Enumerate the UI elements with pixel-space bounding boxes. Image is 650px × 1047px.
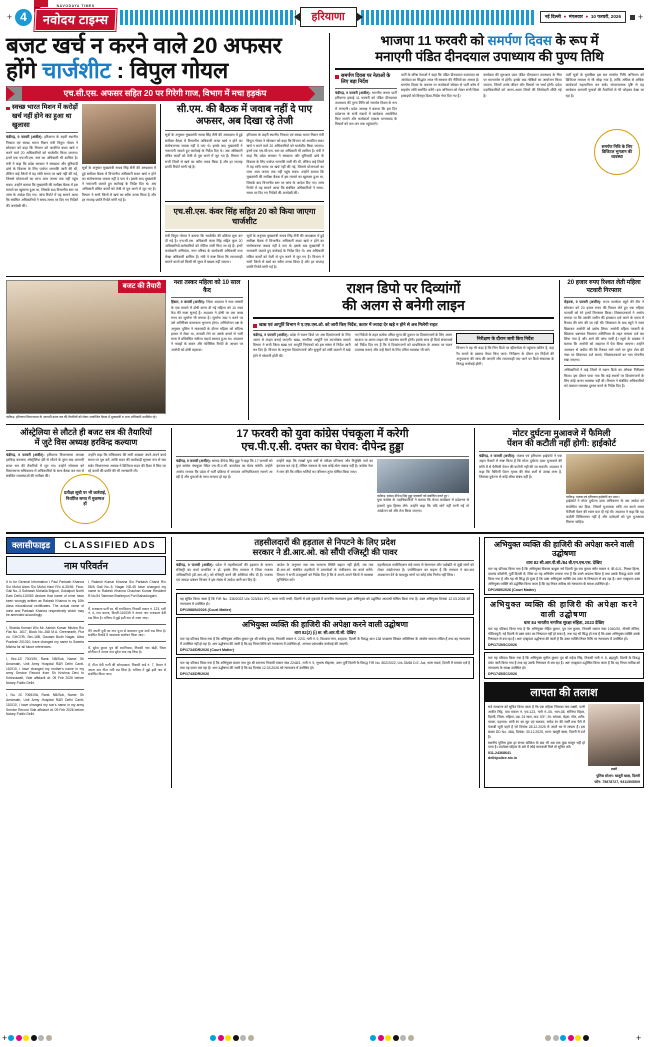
court-notice-0-title: अभियुक्त व्यक्ति की हाजिरी की अपेक्षा करने वाली उद्घोषणा: [494, 539, 634, 559]
congress-dateline: चंडीगढ़, 9 फरवरी (अजीत):: [176, 459, 211, 463]
hc-dateline: चंडीगढ़, 9 फरवरी (अजीत):: [479, 454, 516, 459]
fir-notice-1-ref: DP/1743/DR/2026: [180, 672, 210, 677]
newspaper-page: [0, 4, 650, 1047]
missing-person-body: सर्व साधारण को सूचित किया जाता है कि एक महिला जिसका नाम लक्ष्मी, पत्नी अजीत सिंह, पता मकान नं. एच-123, गली नं.-05, भाग-08, सोनिया विहार, दिल्ली, जिला: महिला, उम्र: 24 साल, कद: 5'5", रंग: सांवला, चेहरा: गोल, शरीर: पतला, पहनावा: मांगी रंग का सूट एवं सलवार, सफेद रंग की जर्सी तथा पैरों में पंजाबी जूती पहने है जो दिनांक 28.12.2025 से अपने घर से लापता है। इस बाबत DD No. 48A, दिनांक: 30.12.2025, थाना: खजूरी खास, दिल्ली में दर्ज है।: [488, 704, 585, 739]
lead-sub-body-a: सूत्रों के अनुसार मुख्यमंत्री नायब सिंह सैनी की अध्यक्षता में हुई समीक्षा बैठक में विभागीय अधिकारी बजट खर्च न होने का संतोषजनक जवाब नहीं दे पाए थे। इसके बाद मुख्यमंत्री ने नाराजगी जताते हुए कार्रवाई के निर्देश दिए थे। अब अधिकारी लंबित कार्यों को तेजी से पूरा करने में जुट गए हैं। विभाग ने सभी जिलों से खर्च का ब्यौरा तलब किया है और हर सप्ताह प्रगति रिपोर्ट मांगी गई है।: [165, 133, 243, 169]
ration-body-col1: चंडीगढ़, 9 फरवरी (अजीत): प्रदेश में राशन डिपो पर अब दिव्यांगजनों के लिए अलग से लाइन बनाई जाएगी। खाद्य, नागरिक आपूर्ति एवं उपभोक्ता मामले विभाग ने सभी जिला खाद्य एवं आपूर्ति नियंत्रकों को इस संबंध में निर्देश जारी कर दिए हैं। विभाग के अनुसार दिव्यांगजनों और बुजुर्गों को लंबी कतारों में खड़े होने में परेशानी होती थी।: [253, 332, 351, 358]
bjp-body-col2: पार्टी के वरिष्ठ नेताओं ने कहा कि पंडित दीनदयाल उपाध्याय का अंत्योदय का सिद्धांत आज भी सरकार की नीतियों का आधार है। समर्पण दिवस के अवसर पर कार्यकर्ता स्वेच्छा से पार्टी कोष में सहयोग राशि समर्पित करेंगे। इस अभियान को लेकर सभी जिला इकाइयों को विस्तृत दिशा-निर्देश भेज दिए गए हैं।: [401, 72, 480, 98]
fir-notice-1-body: यतः यह परिवाद किया गया है कि अभियुक्त कमल नाथ पुत्र श्री रामनाथ निवासी मकान नंबर 2248/1, गली नं. 9, सुभाष मोहल्ला, उत्तर पूर्वी दिल्ली के विरुद्ध FIR No. 802/2022, U/s 33/68 D.E. Act, थाना सदर्श, दिल्ली में मामला दर्ज है तथा वह फरार चल रहा है। अतः उद्घोषणा की जाती है कि वह दिनांक 12.03.2026 को न्यायालय में उपस्थित हो।: [180, 661, 470, 671]
hc-headline-line2: पेंशन की कटौती नहीं होगी: हाईकोर्ट: [507, 438, 616, 449]
classifieds-header-english: CLASSIFIED ADS: [64, 539, 156, 550]
masthead: [6, 4, 644, 30]
lead-story: [6, 33, 324, 272]
classified-entry-3: I, Sec-12/ 700/190, Rank: NB/Sub, Name: Sh Amarnath, Unit Army Hospital R&R Delhi Cantt-110010, I have changed my mother's name in my army Service Record from Sh Krishna Devi to Krishnawati, Vide affidavit dt. 09 Feb 2026 before Notary Public Delhi.: [6, 657, 84, 685]
logo-fold-icon: [34, 0, 48, 7]
tehsildar-headline-line1: तहसीलदारों की हड़ताल से निपटने के लिए प्रदेश: [254, 536, 396, 547]
budget-photo-tag: बजट की तैयारी: [118, 280, 166, 293]
missing-person-ps: पुलिस स्टेशन: खजूरी खास, दिल्ली: [596, 774, 640, 779]
bjp-headline-line2: मनाएगी पंडित दीनदयाल उपाध्याय की पुण्य तिथि: [375, 48, 604, 64]
reg-dots-1: [8, 1035, 52, 1041]
lead-sub2-body-a: मंत्री विपुल गोयल ने बताया कि चार्जशीट की प्रक्रिया शुरू कर दी गई है। एच.सी.एस. अधिकारी कंवर सिंह सहित कुल 20 अधिकारियों-कर्मचारियों को नोटिस जारी किए जा रहे हैं। इनमें कार्यकारी अभियंता, नगर परिषद के कार्यकारी अधिकारी तथा लेखा अधिकारी शामिल हैं। मंत्री ने स्पष्ट किया कि लापरवाही बरतने वालों को किसी भी सूरत में बख्शा नहीं जाएगा।: [165, 233, 243, 264]
classified-entry-4: I, No. JC 706519A, Rank: NB/Sub, Name: Sh Amarnath, Unit Army Hospital R&R Delhi Cantt-110010, I have changed my son's name in my army Service Record Vide affidavit dt. 09 Feb 2026 before Notary Public Delhi.: [6, 693, 84, 717]
court-notice-0-body: यतः यह परिवाद किया गया है कि अभियुक्त विकास बाबूला नर्म दिल्ली पुत्र राम कुमार फ्लैट मकान नं. बी-41/1, गिरधर हिल्स, दयानंद कॉलोनी, पूर्वी दिल्ली से, जिस पर यह अभियोग लगाया गया है कि उसने अपराध किया है तथा उसके विरुद्ध वारंट जारी किया गया है और यह भी सिद्ध हो चुका है कि उक्त अभियुक्त व्यक्ति उस वारंट के निष्पादन से बच रहा है। अतः एतद्द्वारा उक्त अभियुक्त व्यक्ति को उद्घोषित किया जाता है कि वह नियत तारीख को न्यायालय के समक्ष उपस्थित हो।: [488, 567, 640, 586]
bjp-circle-callout: समर्पण निधि के लिए डिजिटल भुगतान की व्यवस्था: [594, 129, 640, 175]
lead-headline-line2: होंगे चार्जशीट : विपुल गोयल: [6, 58, 229, 84]
classified-hindi-1: मैंने अपनी पुत्री का नाम पूजा से बदलकर पूजा शर्मा रख लिया है। संबंधित रिकॉर्ड में आवश्यक संशोधन किया जाए।: [88, 628, 166, 638]
brand-logo[interactable]: [35, 4, 116, 31]
hc-photo-caption: चंडीगढ़: पंजाब एवं हरियाणा हाईकोर्ट का भवन।: [566, 495, 620, 500]
classifieds-col-1: [6, 577, 84, 721]
congress-photo-caption: चंडीगढ़: सांसद दीपेन्द्र सिंह हुड्डा पत्रकारों को संबोधित करते हुए।: [377, 494, 449, 498]
fir-notice-1: [176, 657, 474, 679]
hc-body-col2: हाईकोर्ट ने मोटर दुर्घटना दावा अधिकरण के उस आदेश को संशोधित कर दिया, जिसमें मुआवजा राशि तय करते समय फैमिली पेंशन की रकम घटा दी गई थी। अदालत ने कहा कि यह कटौती विधिसम्मत नहीं है और दावेदारों को पूरा मुआवजा मिलना चाहिए।: [566, 499, 644, 525]
assembly-circle-callout: प्रतीक्षा सूची पर भी कार्रवाई, निर्धारित समय में मुकम्मल हों: [60, 474, 110, 524]
lead-headline: [6, 33, 324, 83]
ration-body-col3: निरीक्षण के दौरान जारी किए निर्देश विभाग ने यह भी कहा है कि जिन डिपो पर व्हीलचेयर से पहुंचना कठिन है, वहां रैंप बनाने के प्रस्ताव तैयार किए जाएं। निरीक्षण के दौरान इन निर्देशों की अनुपालना की जांच की जाएगी और लापरवाही पाए जाने पर डिपो संचालक के विरुद्ध कार्रवाई होगी।: [456, 333, 554, 370]
bjp-bullets: [335, 73, 397, 86]
assembly-headline: [6, 428, 166, 449]
lead-body-col2: सूत्रों के अनुसार मुख्यमंत्री नायब सिंह सैनी की अध्यक्षता में हुई समीक्षा बैठक में विभागीय अधिकारी बजट खर्च न होने का संतोषजनक जवाब नहीं दे पाए थे। इसके बाद मुख्यमंत्री ने नाराजगी जताते हुए कार्रवाई के निर्देश दिए थे। अब अधिकारी लंबित कार्यों को तेजी से पूरा करने में जुट गए हैं। विभाग ने सभी जिलों से खर्च का ब्यौरा तलब किया है और हर सप्ताह प्रगति रिपोर्ट मांगी गई है।: [82, 166, 156, 202]
minister-photo: [82, 104, 156, 164]
court-notice-3-body: यतः यह परिवाद किया गया है कि अभियुक्त सुनील कुमार पुत्र श्री महेन्द्र सिंह, निवासी गली नं. 5, ब्रह्मपुरी, दिल्ली के विरुद्ध वारंट जारी किया गया है तथा वह उसके निष्पादन से बच रहा है। अतः एतद्द्वारा उद्घोषित किया जाता है कि वह नियत तारीख को न्यायालय के समक्ष उपस्थित हो।: [488, 656, 640, 671]
dateline-sep-2: ●: [584, 14, 590, 19]
tehsildar-headline: [176, 537, 474, 558]
congress-headline-line2: एच.पी.ए.सी. दफ्तर का घेराव: दीपेन्द्र हुड्डा: [241, 440, 404, 453]
court-notice-1-body: यतः यह परिवाद किया गया है कि अभियुक्त रोहित कुमार, पुत्र राम कुमार, निवासी मकान नंबर 1040/20, तीसरी मंजिल, गोविन्दपुरी, नई दिल्ली से उक्त वारंट का निष्पादन नहीं हो सका है, तथा यह भी सिद्ध हो गया है कि उक्त अभियुक्त व्यक्ति उसके निष्पादन से बच रहा है। अतः एतद्द्वारा उद्घोषणा की जाती है कि उक्त व्यक्ति नियत तिथि पर न्यायालय में उपस्थित हो।: [488, 627, 640, 642]
page-number: 4: [15, 9, 32, 26]
missing-person-name-caption: लक्ष्मी: [610, 766, 618, 771]
edition-tag: हरियाणा: [300, 7, 357, 27]
classifieds-col-2: [88, 577, 166, 721]
bjp-body-col3: कार्यक्रम की शुरुआत प्रातः पंडित दीनदयाल उपाध्याय के चित्र पर माल्यार्पण से होगी। इसके बाद गोष्ठियों का आयोजन किया जाएगा, जिनमें उनके जीवन और विचारों पर चर्चा होगी। प्रदेश पदाधिकारियों को अलग-अलग जिलों की जिम्मेदारी सौंपी गई है।: [483, 72, 562, 98]
missing-person-email: delhipolice.nic.in: [488, 756, 518, 761]
classifieds-band-name-change: नाम परिवर्तन: [6, 556, 166, 575]
court-notice-2: [176, 617, 474, 656]
tehsildar-body-col3: तहसीलदार एसोसिएशन लंबे समय से वेतनमान और पदोन्नति से जुड़ी मांगों को लेकर आंदोलनरत है। एसोसिएशन का कहना है कि सरकार ने बार-बार आश्वासन देने के बावजूद मांगों पर कोई ठोस निर्णय नहीं लिया।: [377, 562, 475, 578]
fir-notice-0: [176, 593, 474, 615]
reg-dots-2: [210, 1035, 254, 1041]
missing-person-phone-1: 011-24368641: [488, 751, 511, 756]
patwari-body-extra: अधिकारियों ने कई जिलों में राशन डिपो का औचक निरीक्षण किया। इस दौरान पाया गया कि कई स्थानों पर दिव्यांगजनों के लिए कोई अलग व्यवस्था नहीं थी। विभाग ने संबंधित अधिकारियों को तत्काल व्यवस्था दुरुस्त करने के निर्देश दिए हैं।: [564, 368, 644, 389]
court-notice-2-title: अभियुक्त व्यक्ति की हाजिरी की अपेक्षा करने वाली उद्घोषणा: [242, 619, 408, 629]
classifieds-section: [6, 537, 166, 789]
assembly-body-col1: चंडीगढ़, 9 फरवरी (अजीत): हरियाणा विधानसभा अध्यक्ष हरविन्द्र कल्याण ऑस्ट्रेलिया दौरे से लौटने के तुरंत बाद आगामी बजट सत्र की तैयारियों में जुट गए। उन्होंने सोमवार को विधानसभा सचिवालय में अधिकारियों के साथ बैठक कर सत्र से संबंधित व्यवस्थाओं की समीक्षा की।: [6, 453, 84, 479]
classified-entry-2: I, Sharda Kumari W/o Mr. Ashish Kumar Mishra R/o Flat No. 1617, Block No.-268 M.A. Greenearth, Plot no. GHO7/B, Sec-16B, Gautam Budh Nagar, Uttar Pradesh 201310, have changed my name to Sweeta Mishra for all future references.: [6, 625, 84, 649]
classifieds-header: [6, 537, 166, 554]
lead-dateline: चंडीगढ़, 9 फरवरी (अजीत):: [6, 135, 43, 140]
patwari-headline: 20 हजार रुपए रिश्वत लेती महिला पटवारी गिरफ्तार: [567, 280, 641, 294]
lead-sub2-body-b: सूत्रों के अनुसार मुख्यमंत्री नायब सिंह सैनी की अध्यक्षता में हुई समीक्षा बैठक में विभागीय अधिकारी बजट खर्च न होने का संतोषजनक जवाब नहीं दे पाए थे। इसके बाद मुख्यमंत्री ने नाराजगी जताते हुए कार्रवाई के निर्देश दिए थे। अब अधिकारी लंबित कार्यों को तेजी से पूरा करने में जुट गए हैं। विभाग ने सभी जिलों से खर्च का ब्यौरा तलब किया है और हर सप्ताह प्रगति रिपोर्ट मांगी गई है।: [246, 233, 324, 270]
tehsildar-headline-line2: सरकार ने डी.आर.ओ. को सौंपी रजिस्ट्री की पावर: [252, 547, 398, 558]
court-notice-2-sub: धारा 82(2) (i) छ: सी.आर.पी.सी. देखिए: [294, 630, 356, 636]
brand-title: नवोदय टाइम्स: [34, 9, 117, 31]
dateline-date: 10 फरवरी, 2026: [590, 14, 622, 19]
budget-photo-caption: चंडीगढ़: हरियाणा विधानसभा के आगामी बजट सत्र की तैयारियों को लेकर आयोजित बैठक में मुख्यमंत्री व अन्य अधिकारी उपस्थित रहे।: [6, 415, 157, 420]
assembly-dateline: चंडीगढ़, 9 फरवरी (अजीत):: [6, 453, 45, 458]
court-notice-3: [484, 652, 644, 679]
ration-story: [248, 280, 554, 419]
brand-kicker: NAVODAYA TIMES: [56, 3, 95, 8]
crop-mark-bottom-right: +: [636, 1033, 642, 1043]
lead-bullet-0: स्वच्छ भारत मिशन में करोड़ों खर्च नहीं होने का हुआ था खुलासा: [6, 104, 78, 130]
fir-notice-0-body: यह सूचित किया जाता है कि FIR No. 336/2022 U/s 323/341 IPC, थाना नन्दी नगरी, दिल्ली में दर्ज मुकदमे में माननीय न्यायालय द्वारा अभियुक्त को उद्घोषित अपराधी घोषित किया गया है। उक्त अभियुक्त दिनांक 12.03.2026 को न्यायालय में उपस्थित हो।: [180, 596, 470, 606]
reg-dots-3: [370, 1035, 414, 1041]
bjp-body-col4: पार्टी सूत्रों के मुताबिक इस बार समर्पण निधि अभियान को डिजिटल माध्यम से भी जोड़ा गया है, ताकि अधिक से अधिक कार्यकर्ता सहभागिता कर सकें। संगठनात्मक दृष्टि से यह कार्यक्रम आगामी चुनावों की तैयारियों से भी जोड़कर देखा जा रहा है।: [565, 72, 644, 98]
congress-headline-line1: 17 फरवरी को युवा कांग्रेस पंचकूला में करेगी: [236, 427, 409, 440]
fir-notice-0-ref: DP/1988/N/2026 (Court Matter): [180, 607, 232, 612]
patwari-story: [559, 280, 644, 419]
lead-subheadline-2: एच.सी.एस. कंवर सिंह सहित 20 को किया जाएगा चार्जशीट: [165, 205, 324, 228]
ration-bullets: [253, 322, 554, 328]
congress-press-photo: [377, 459, 469, 493]
bjp-headline-highlight: समर्पण दिवस: [487, 33, 552, 48]
dateline-city: नई दिल्ली: [544, 14, 561, 19]
patwari-body: रोहतक, 9 फरवरी (अजीत): राज्य सतर्कता ब्यूरो की टीम ने सोमवार को 20 हजार रुपए की रिश्वत लेते हुए एक महिला पटवारी को रंगे हाथों गिरफ्तार किया। शिकायतकर्ता ने आरोप लगाया था कि उसकी जमीन की इंतकाल दर्ज करने के एवज में रिश्वत की मांग की जा रही थी। शिकायत के बाद ब्यूरो ने जाल बिछाकर आरोपी को दबोच लिया। आरोपी महिला पटवारी के खिलाफ भ्रष्टाचार निवारण अधिनियम के तहत मामला दर्ज कर लिया गया है और आगे की जांच जारी है। ब्यूरो के प्रवक्ता ने बताया कि आरोपी को अदालत में पेश किया जाएगा। उन्होंने आमजन से अपील की कि रिश्वत मांगे जाने पर तुरंत टोल फ्री नंबर पर शिकायत दर्ज कराएं, शिकायतकर्ता का नाम गोपनीय रखा जाएगा।: [564, 300, 644, 363]
court-notice-2-ref: DP/1734/DR/2026 (Court Matter): [180, 648, 234, 653]
bjp-body-col1: चंडीगढ़, 9 फरवरी (अजीत): भारतीय जनता पार्टी हरियाणा इकाई 11 फरवरी को पंडित दीनदयाल उपाध्याय की पुण्य तिथि को समर्पण दिवस के रूप में मनाएगी। प्रदेश अध्यक्ष ने बताया कि इस दिन प्रदेशभर के सभी मंडलों में कार्यक्रम आयोजित किए जाएंगे और कार्यकर्ता एकात्म मानववाद के विचारों को जन-जन तक पहुंचाएंगे।: [335, 90, 397, 127]
ration-headline: [253, 280, 554, 314]
lead-subheadline-1: सी.एम. की बैठक में जवाब नहीं दे पाए अफसर, अब दिखा रहे तेजी: [176, 104, 313, 128]
decor-bars-right: [361, 10, 536, 25]
court-notice-1-sub: धारा 84 भारतीय नागरिक सुरक्षा संहिता, 2023 देखिए: [523, 620, 605, 626]
bjp-dateline: चंडीगढ़, 9 फरवरी (अजीत):: [335, 90, 371, 95]
hc-body-col1: चंडीगढ़, 9 फरवरी (अजीत): पंजाब एवं हरियाणा हाईकोर्ट ने एक अहम फैसले में स्पष्ट किया है कि मोटर दुर्घटना दावा मुआवजे की राशि में से फैमिली पेंशन की कटौती नहीं की जा सकती। अदालत ने कहा कि फैमिली पेंशन मृतक की सेवा शर्तों से उत्पन्न लाभ है, जिसका दुर्घटना से कोई सीधा संबंध नहीं है।: [479, 454, 562, 480]
budget-photo-block: [6, 280, 166, 419]
court-notice-0: [484, 537, 644, 595]
smuggler-body: हिसार, 9 फरवरी (अजीत): जिला अदालत ने नशा तस्करी के एक मामले में दोषी करार दी गई महिला को 10 साल कैद की सजा सुनाई है। अदालत ने दोषी पर एक लाख रुपए का जुर्माना भी लगाया है। जुर्माना अदा न करने पर उसे अतिरिक्त कारावास भुगतना होगा। अभियोजन पक्ष के अनुसार पुलिस ने नाकाबंदी के दौरान महिला को संदिग्ध हालत में रोका था, तलाशी लेने पर उसके कब्जे से भारी मात्रा में प्रतिबंधित नशीला पदार्थ बरामद हुआ था। अदालत ने गवाहों के बयान और फोरेंसिक रिपोर्ट के आधार पर आरोपी को दोषी ठहराया।: [171, 300, 243, 352]
lead-headline-line1: बजट खर्च न करने वाले 20 अफसर: [6, 33, 282, 58]
bjp-headline-line1: भाजपा 11 फरवरी को समर्पण दिवस के रूप में: [380, 33, 599, 48]
hc-headline: [479, 428, 644, 449]
lead-sub-body-b: हरियाणा के शहरी स्थानीय निकाय एवं स्वच्छ भारत मिशन मंत्री विपुल गोयल ने सोमवार को कहा कि विभाग को आवंटित बजट खर्च न करने वाले 20 अधिकारियों को चार्जशीट किया जाएगा। इनमें एक एच.सी.एस. स्तर का अधिकारी भी शामिल है। मंत्री ने कहा कि प्रदेश सरकार ने स्वच्छता और बुनियादी ढांचे के विकास के लिए पर्याप्त धनराशि जारी की थी, लेकिन कई जिलों में यह राशि समय पर खर्च नहीं की गई, जिससे योजनाओं का लाभ आम जनता तक नहीं पहुंच सका। उन्होंने बताया कि मुख्यमंत्री की समीक्षा बैठक में इस मामले का खुलासा हुआ था, जिसके बाद विभागीय स्तर पर जांच के आदेश दिए गए। जांच रिपोर्ट में यह सामने आया कि संबंधित अधिकारियों ने समय-समय पर दिए गए निर्देशों की अनदेखी की।: [246, 133, 324, 196]
court-notice-0-ref: DP/1989/2026 (Court Matter): [488, 587, 536, 592]
dateline-sep-1: ●: [562, 14, 568, 19]
ration-headline-line1: राशन डिपो पर दिव्यांगों: [346, 280, 461, 297]
tehsildar-story: [176, 537, 474, 586]
congress-headline: [176, 428, 469, 454]
classifieds-header-hindi: क्लासीफाइड: [7, 538, 55, 553]
ration-headline-line2: की अलग से बनेगी लाइन: [342, 297, 465, 314]
bjp-bullet-0: समर्पण दिवस पर नेताओं के लिए बड़ा निर्देश: [335, 73, 397, 86]
assembly-story: [6, 428, 166, 528]
tehsildar-body-col1: चंडीगढ़, 9 फरवरी (अजीत): प्रदेश में तहसीलदारों की हड़ताल के कारण रजिस्ट्री का कार्य प्रभावित न हो, इसके लिए सरकार ने जिला राजस्व अधिकारियों (डी.आर.ओ.) को रजिस्ट्री करने की शक्तियां सौंप दी हैं। राजस्व एवं आपदा प्रबंधन विभाग ने इस संबंध में आदेश जारी कर दिए हैं।: [176, 562, 273, 583]
congress-body-col3: युवा कांग्रेस के पदाधिकारियों ने बताया कि घेराव कार्यक्रम में प्रदेशभर से हजारों युवा हिस्सा लेंगे। उन्होंने कहा कि यदि मांगें नहीं मानी गईं तो आंदोलन को और तेज किया जाएगा।: [377, 498, 469, 513]
ration-body-col2: नए निर्देशों के तहत प्रत्येक उचित मूल्य की दुकान पर दिव्यांगजनों के लिए अलग काउंटर या अलग लाइन की व्यवस्था करनी होगी। इसके साथ ही डिपो संचालकों को निर्देश दिए गए हैं कि वे दिव्यांगजनों को प्राथमिकता के आधार पर राशन उपलब्ध कराएं और उन्हें बैठने के लिए उचित व्यवस्था भी करें।: [354, 332, 453, 353]
registration-mark-right: [630, 15, 635, 20]
crop-mark-bottom-left: +: [2, 1033, 8, 1043]
missing-person-body-2: स्थानीय पुलिस द्वारा हर संभव कोशिश के बाद भी अब तक कुछ मालूम नहीं हो पाया है। उपरोक्त महिला के बारे में कोई जानकारी मिले तो सूचित करें।: [488, 740, 585, 750]
missing-person-title: लापता की तलाश: [485, 683, 643, 702]
smuggler-story: [171, 280, 243, 419]
court-notice-0-sub: धारा 82 सी.आर.पी.सी./84 बी.एन.एस.एस. देखिए: [526, 560, 602, 566]
court-notice-1-title: अभियुक्त व्यक्ति की हाजिरी की अपेक्षा करने वाली उद्घोषणा: [489, 599, 639, 619]
court-notice-1: [484, 597, 644, 650]
congress-body-col2: उन्होंने कहा कि लाखों युवा वर्षों से परीक्षा परिणाम और नियुक्ति पत्रों का इंतजार कर रहे हैं, लेकिन सरकार के पास कोई ठोस जवाब नहीं है। कांग्रेस नेता ने मांग की कि लंबित भर्तियों का परिणाम तुरंत घोषित किया जाए।: [276, 459, 373, 474]
decor-bars-left: [120, 10, 295, 25]
ration-subbox-title: निरीक्षण के दौरान जारी किए निर्देश: [476, 335, 534, 341]
tehsildar-dateline: चंडीगढ़, 9 फरवरी (अजीत):: [176, 562, 214, 567]
lead-body-text: हरियाणा के शहरी स्थानीय निकाय एवं स्वच्छ भारत मिशन मंत्री विपुल गोयल ने सोमवार को कहा कि विभाग को आवंटित बजट खर्च न करने वाले 20 अधिकारियों को चार्जशीट किया जाएगा। इनमें एक एच.सी.एस. स्तर का अधिकारी भी शामिल है। मंत्री ने कहा कि प्रदेश सरकार ने स्वच्छता और बुनियादी ढांचे के विकास के लिए पर्याप्त धनराशि जारी की थी, लेकिन कई जिलों में यह राशि समय पर खर्च नहीं की गई, जिससे योजनाओं का लाभ आम जनता तक नहीं पहुंच सका। उन्होंने बताया कि मुख्यमंत्री की समीक्षा बैठक में इस मामले का खुलासा हुआ था, जिसके बाद विभागीय स्तर पर जांच के आदेश दिए गए। जांच रिपोर्ट में यह सामने आया कि संबंधित अधिकारियों ने समय-समय पर दिए गए निर्देशों की अनदेखी की।: [6, 135, 78, 208]
hc-headline-line1: मोटर दुर्घटना मुआवजे में फैमिली: [512, 427, 611, 438]
congress-story: [171, 428, 469, 528]
crop-mark-left: +: [6, 12, 13, 22]
classified-hindi-2: मैं, सुरेश कुमार पुत्र श्री रामनिवास, निवासी गांव खेड़ी, जिला सोनीपत ने अपना नाम सुरेश चन्द रख लिया है।: [88, 645, 166, 655]
lead-ribbon: एच.सी.एस. अफसर सहित 20 पर गिरेगी गाज, विभाग में मचा हड़कंप: [6, 86, 324, 101]
reg-dots-4: [545, 1035, 589, 1041]
congress-body-col1: चंडीगढ़, 9 फरवरी (अजीत): सांसद दीपेन्द्र सिंह हुड्डा ने कहा कि 17 फरवरी को युवा कांग्रेस पंचकूला स्थित एच.पी.ए.सी. कार्यालय का घेराव करेगी। उन्होंने आरोप लगाया कि प्रदेश में भर्ती प्रक्रिया में लगातार अनियमितताएं सामने आ रही हैं और युवाओं के साथ अन्याय हो रहा है।: [176, 459, 273, 479]
court-notice-1-ref: DP/1715/SC/2026: [488, 643, 517, 648]
registration-bar: [0, 1033, 650, 1045]
classified-hindi-3: मैं, गीता देवी पत्नी श्री ओमप्रकाश, निवासी वार्ड नं. 7, कैथल ने अपना नाम गीता रानी रख लिया है। भविष्य में मुझे इसी नाम से संबोधित किया जाए।: [88, 662, 166, 677]
missing-person-phone-2: फोन: 75878727, 9311505509: [594, 780, 640, 785]
smuggler-dateline: हिसार, 9 फरवरी (अजीत):: [171, 300, 205, 305]
missing-person-notice: [484, 682, 644, 788]
smuggler-headline: नशा तस्कर महिला को 10 साल कैद: [173, 280, 241, 294]
classified-entry-0: It Is for General Information I Paul Parkash Khanna S/o Mohd Alam S/o Mohd Ham R/o A-30/49, Floor, Gali No.-3 Subhash Mohalla Brijpuri, Gokalpuri North East Delhi-110053 declare that name of mine have been wrongly written as Rakesh Khanna in my 10th class educational certificates. The actual name of mine and Parkash Khanna respectively which may be amended accordingly.: [6, 579, 84, 618]
bjp-headline: [335, 33, 644, 65]
classified-hindi-0: मैं, राजबाला पत्नी स्व. श्री रामकिशन, निवासी मकान नं. 123, गली नं. 4, गांव बवाना, दिल्ली-110039 ने अपना नाम राजबाला देवी रख लिया है। भविष्य में मुझे इसी नाम से जाना जाए।: [88, 606, 166, 621]
lead-headline-highlight: चार्जशीट: [42, 58, 111, 84]
ration-dateline: चंडीगढ़, 9 फरवरी (अजीत):: [253, 332, 289, 337]
assembly-headline-line1: ऑस्ट्रेलिया से लौटते ही बजट सत्र की तैयारियों: [20, 427, 152, 437]
crop-mark-right: +: [637, 12, 644, 22]
court-notice-2-body: यतः यह परिवाद किया गया है कि अभियुक्त अमित कुमार पुत्र श्री राजेन्द्र कुमार, निवासी मकान नं. 22/3, गली नं. 9, विश्वास नगर, शाहदरा, दिल्ली के विरुद्ध धारा 138 परक्राम्य लिखत अधिनियम के अंतर्गत मामला लंबित है तथा वह न्यायालय में उपस्थित नहीं हो रहा है। अतः उद्घोषणा की जाती है कि वह नियत तिथि को न्यायालय में उपस्थित हो, अन्यथा एकपक्षीय कार्रवाई की जाएगी।: [180, 637, 470, 647]
ration-bullet-0: खाद्य एवं आपूर्ति विभाग ने ए.एफ.एस.ओ. को जारी किए निर्देश, कतार में ज्यादा देर खड़े न होने से अब मिलेगी राहत: [253, 322, 554, 328]
assembly-body-col2: उन्होंने कहा कि सचिवालय की सभी शाखाएं अपने-अपने कार्य समय पर पूरा करें, ताकि सदन की कार्यवाही सुचारू रूप से चल सके। विधानसभा अध्यक्ष ने डिजिटल सदन की दिशा में किए जा रहे कार्यों की प्रगति की भी जानकारी ली।: [88, 453, 166, 473]
highcourt-story: [474, 428, 644, 528]
tehsildar-body-col2: आदेश के अनुसार जब तक सामान्य स्थिति बहाल नहीं होती, तब तक डी.आर.ओ. संबंधित तहसीलों में दस्तावेजों के पंजीकरण का कार्य करेंगे। विभाग ने सभी उपायुक्तों को निर्देश दिए हैं कि वे अपने-अपने जिलों में व्यवस्था सुनिश्चित करें।: [276, 562, 374, 583]
budget-meeting-photo: [6, 280, 166, 414]
bjp-story: [329, 33, 644, 272]
court-notice-3-ref: DP/1745/SC/2026: [488, 671, 517, 676]
lead-body-col1: [6, 135, 78, 209]
highcourt-photo: [566, 454, 644, 494]
assembly-headline-line2: में जुटे विस अध्यक्ष हरविन्द्र कल्याण: [34, 437, 138, 447]
dateline: [540, 11, 626, 23]
classified-entry-1: I, Rakesh Kumar Khanna S/o Parkash Chand R/o 55/A Gali No.-5, Nagar ND-49 have changed my name to Rakesh Khanna Chauhan Kumar Resident R.No.54 Tarkman Brahmpuri Puri Bahadurgarh.: [88, 579, 166, 599]
patwari-dateline: रोहतक, 9 फरवरी (अजीत):: [564, 300, 602, 305]
dateline-day: मंगलवार: [568, 14, 583, 19]
missing-person-photo: [588, 704, 640, 766]
lead-bullets: [6, 104, 78, 130]
